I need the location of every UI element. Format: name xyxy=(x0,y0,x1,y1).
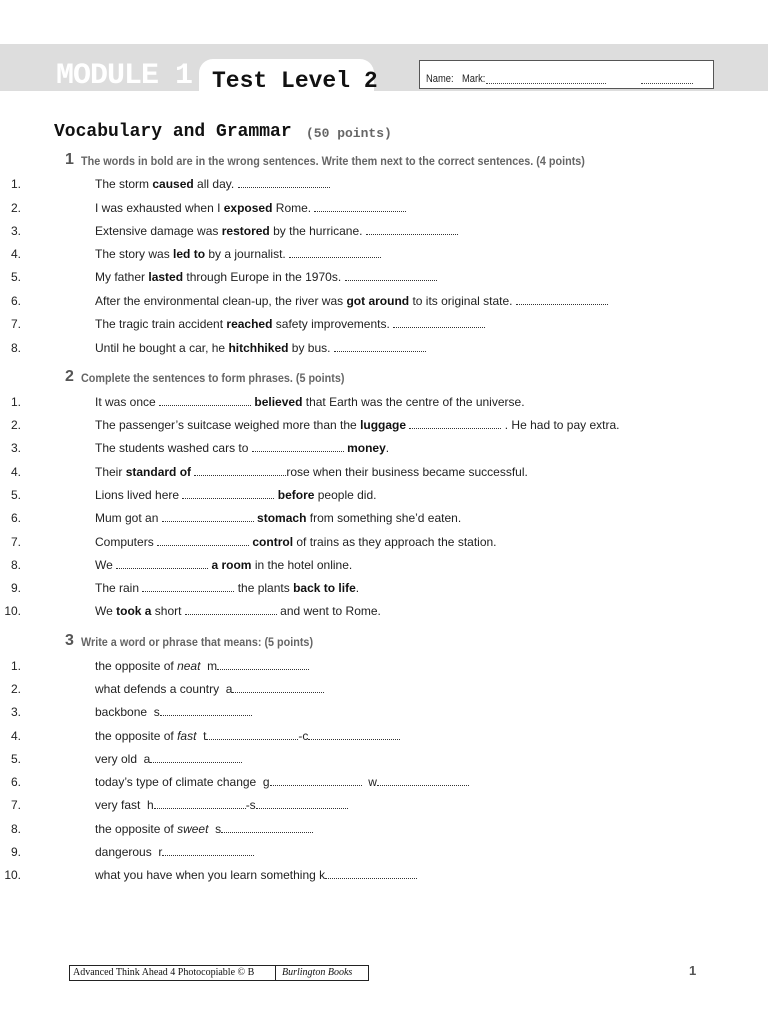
text-fragment: people did. xyxy=(314,488,377,502)
text-fragment: today’s type of climate change g xyxy=(95,775,270,789)
answer-blank[interactable] xyxy=(116,558,208,569)
bold-word: hitchhiked xyxy=(228,341,289,355)
text-fragment: what you have when you learn something k xyxy=(95,868,326,882)
text-fragment: The story was xyxy=(95,247,174,261)
bold-word: standard of xyxy=(125,465,192,479)
item-number: 2. xyxy=(10,418,21,432)
item-text xyxy=(95,201,406,215)
text-fragment: It was once xyxy=(95,395,160,409)
text-fragment: After the environmental clean-up, the river was xyxy=(95,294,347,308)
exercise-number: 3 xyxy=(65,632,74,649)
item-text xyxy=(95,395,525,409)
text-fragment: short xyxy=(151,604,185,618)
text-fragment: My father xyxy=(95,270,149,284)
item-number: 8. xyxy=(10,341,21,355)
answer-blank[interactable] xyxy=(314,201,406,212)
bold-word: back to life xyxy=(293,581,356,595)
exercise-instruction: Write a word or phrase that means: (5 points) xyxy=(81,635,314,649)
text-fragment: to its original state. xyxy=(409,294,516,308)
bold-word: a room xyxy=(211,558,252,572)
item-number: 6. xyxy=(10,511,21,525)
bold-word: reached xyxy=(226,317,273,331)
bold-word: luggage xyxy=(360,418,407,432)
item-number: 8. xyxy=(10,822,21,836)
item-text xyxy=(95,224,458,238)
exercise-number: 1 xyxy=(65,151,74,168)
item-text xyxy=(95,488,376,502)
bold-word: took a xyxy=(116,604,152,618)
answer-blank[interactable] xyxy=(516,294,608,305)
item-number: 1. xyxy=(10,177,21,191)
item-text xyxy=(95,418,620,432)
text-fragment: -c xyxy=(298,729,309,743)
answer-blank[interactable] xyxy=(150,752,242,763)
text-fragment: The passenger’s suitcase weighed more than the xyxy=(95,418,361,432)
item-number: 8. xyxy=(10,558,21,572)
text-fragment: -s xyxy=(245,798,256,812)
text-fragment: s xyxy=(208,822,222,836)
module-title: MODULE 1 xyxy=(56,59,193,93)
bold-word: lasted xyxy=(148,270,184,284)
bold-word: got around xyxy=(346,294,410,308)
bold-word: caused xyxy=(152,177,194,191)
bold-word: stomach xyxy=(257,511,307,525)
text-fragment: in the hotel online. xyxy=(251,558,353,572)
text-fragment: Rome. xyxy=(272,201,315,215)
answer-blank[interactable] xyxy=(162,511,254,522)
text-fragment: by the hurricane. xyxy=(269,224,366,238)
item-number: 2. xyxy=(10,682,21,696)
item-text xyxy=(95,177,330,191)
answer-blank[interactable] xyxy=(232,682,324,693)
item-text xyxy=(95,868,417,882)
answer-blank[interactable] xyxy=(206,729,298,740)
item-number: 7. xyxy=(10,317,21,331)
text-fragment: The storm xyxy=(95,177,153,191)
answer-blank[interactable] xyxy=(142,581,234,592)
text-fragment: Mum got an xyxy=(95,511,162,525)
item-text xyxy=(95,729,400,743)
publisher-logo: Burlington Books xyxy=(275,965,369,981)
answer-blank[interactable] xyxy=(409,418,501,429)
text-fragment: Lions lived here xyxy=(95,488,183,502)
item-number: 1. xyxy=(10,659,21,673)
italic-word: sweet xyxy=(177,822,209,836)
text-fragment: dangerous r xyxy=(95,845,163,859)
text-fragment: t xyxy=(196,729,207,743)
item-number: 4. xyxy=(10,247,21,261)
item-text xyxy=(95,270,437,284)
bold-word: before xyxy=(277,488,315,502)
item-number: 5. xyxy=(10,270,21,284)
text-fragment: I was exhausted when I xyxy=(95,201,224,215)
answer-blank[interactable] xyxy=(345,270,437,281)
text-fragment: the opposite of xyxy=(95,822,178,836)
item-text xyxy=(95,752,242,766)
item-text xyxy=(95,317,485,331)
page-number: 1 xyxy=(689,963,697,978)
bold-word: control xyxy=(252,535,294,549)
item-number: 5. xyxy=(10,752,21,766)
item-text xyxy=(95,682,324,696)
text-fragment: Extensive damage was xyxy=(95,224,222,238)
text-fragment: all day. xyxy=(193,177,238,191)
item-text xyxy=(95,341,426,355)
answer-blank[interactable] xyxy=(308,729,400,740)
answer-blank[interactable] xyxy=(154,798,246,809)
answer-blank[interactable] xyxy=(334,341,426,352)
section-points: (50 points) xyxy=(306,126,392,141)
item-text xyxy=(95,705,252,719)
item-number: 10. xyxy=(4,604,21,618)
item-number: 7. xyxy=(10,798,21,812)
text-fragment: and went to Rome. xyxy=(276,604,381,618)
answer-blank[interactable] xyxy=(160,705,252,716)
footer-credit xyxy=(69,965,369,981)
item-number: 10. xyxy=(4,868,21,882)
answer-blank[interactable] xyxy=(366,224,458,235)
answer-blank[interactable] xyxy=(157,535,249,546)
exercise-number: 2 xyxy=(65,368,74,385)
item-number: 3. xyxy=(10,441,21,455)
text-fragment: very fast h xyxy=(95,798,154,812)
exercise-instruction: Complete the sentences to form phrases. (5 points) xyxy=(81,371,345,385)
text-fragment: The rain xyxy=(95,581,143,595)
answer-blank[interactable] xyxy=(270,775,362,786)
text-fragment: The students washed cars to xyxy=(95,441,252,455)
item-number: 6. xyxy=(10,294,21,308)
item-number: 4. xyxy=(10,729,21,743)
italic-word: neat xyxy=(177,659,201,673)
text-fragment: backbone s xyxy=(95,705,160,719)
text-fragment: very old a xyxy=(95,752,151,766)
item-text xyxy=(95,822,313,836)
answer-blank[interactable] xyxy=(238,177,330,188)
answer-blank[interactable] xyxy=(393,317,485,328)
italic-word: fast xyxy=(177,729,197,743)
item-text xyxy=(95,775,469,789)
section-title: Vocabulary and Grammar xyxy=(54,122,292,142)
name-mark-box xyxy=(419,60,714,89)
test-level-title: Test Level 2 xyxy=(212,68,378,94)
text-fragment: the opposite of xyxy=(95,659,178,673)
item-text xyxy=(95,604,381,618)
bold-word: money xyxy=(347,441,386,455)
footer-text: Advanced Think Ahead 4 Photocopiable © B xyxy=(73,967,255,978)
text-fragment: . xyxy=(355,581,360,595)
item-text xyxy=(95,294,608,308)
item-text xyxy=(95,558,352,572)
item-number: 1. xyxy=(10,395,21,409)
answer-blank[interactable] xyxy=(289,247,381,258)
item-number: 9. xyxy=(10,581,21,595)
text-fragment: what defends a country a xyxy=(95,682,233,696)
answer-blank[interactable] xyxy=(159,395,251,406)
item-text xyxy=(95,798,348,812)
name-label: Name: xyxy=(426,73,454,85)
item-number: 9. xyxy=(10,845,21,859)
text-fragment: of trains as they approach the station. xyxy=(293,535,497,549)
text-fragment: The tragic train accident xyxy=(95,317,227,331)
text-fragment: m xyxy=(200,659,218,673)
text-fragment: by bus. xyxy=(288,341,334,355)
item-text xyxy=(95,535,497,549)
text-fragment: We xyxy=(95,604,117,618)
answer-blank[interactable] xyxy=(217,659,309,670)
text-fragment: through Europe in the 1970s. xyxy=(183,270,345,284)
item-number: 5. xyxy=(10,488,21,502)
text-fragment: . He had to pay extra. xyxy=(501,418,620,432)
text-fragment: the opposite of xyxy=(95,729,178,743)
text-fragment: that Earth was the centre of the universe. xyxy=(302,395,525,409)
text-fragment: safety improvements. xyxy=(272,317,394,331)
text-fragment: We xyxy=(95,558,117,572)
item-text xyxy=(95,845,254,859)
item-number: 2. xyxy=(10,201,21,215)
answer-blank[interactable] xyxy=(221,822,313,833)
item-number: 7. xyxy=(10,535,21,549)
text-fragment: Until he bought a car, he xyxy=(95,341,229,355)
mark-label: Mark: xyxy=(462,73,486,85)
bold-word: believed xyxy=(254,395,303,409)
answer-blank[interactable] xyxy=(377,775,469,786)
answer-blank[interactable] xyxy=(182,488,274,499)
item-text xyxy=(95,659,309,673)
text-fragment: from something she’d eaten. xyxy=(306,511,462,525)
item-text xyxy=(95,441,389,455)
bold-word: led to xyxy=(173,247,206,261)
item-text xyxy=(95,465,528,479)
text-fragment: . xyxy=(385,441,390,455)
item-text xyxy=(95,581,359,595)
text-fragment: the plants xyxy=(234,581,294,595)
answer-blank[interactable] xyxy=(162,845,254,856)
mark-field[interactable] xyxy=(641,83,693,84)
answer-blank[interactable] xyxy=(325,868,417,879)
item-number: 3. xyxy=(10,705,21,719)
bold-word: exposed xyxy=(223,201,273,215)
bold-word: restored xyxy=(221,224,270,238)
item-number: 4. xyxy=(10,465,21,479)
text-fragment: w xyxy=(361,775,377,789)
item-number: 3. xyxy=(10,224,21,238)
answer-blank[interactable] xyxy=(185,604,277,615)
text-fragment: rose when their business became successful. xyxy=(286,465,528,479)
text-fragment: Their xyxy=(95,465,126,479)
exercise-instruction: The words in bold are in the wrong sentences. Write them next to the correct sentences. (4 points) xyxy=(81,154,585,168)
answer-blank[interactable] xyxy=(194,465,286,476)
name-field[interactable] xyxy=(486,83,606,84)
answer-blank[interactable] xyxy=(252,441,344,452)
item-number: 6. xyxy=(10,775,21,789)
item-text xyxy=(95,511,461,525)
text-fragment: by a journalist. xyxy=(205,247,290,261)
answer-blank[interactable] xyxy=(256,798,348,809)
text-fragment: Computers xyxy=(95,535,158,549)
item-text xyxy=(95,247,381,261)
